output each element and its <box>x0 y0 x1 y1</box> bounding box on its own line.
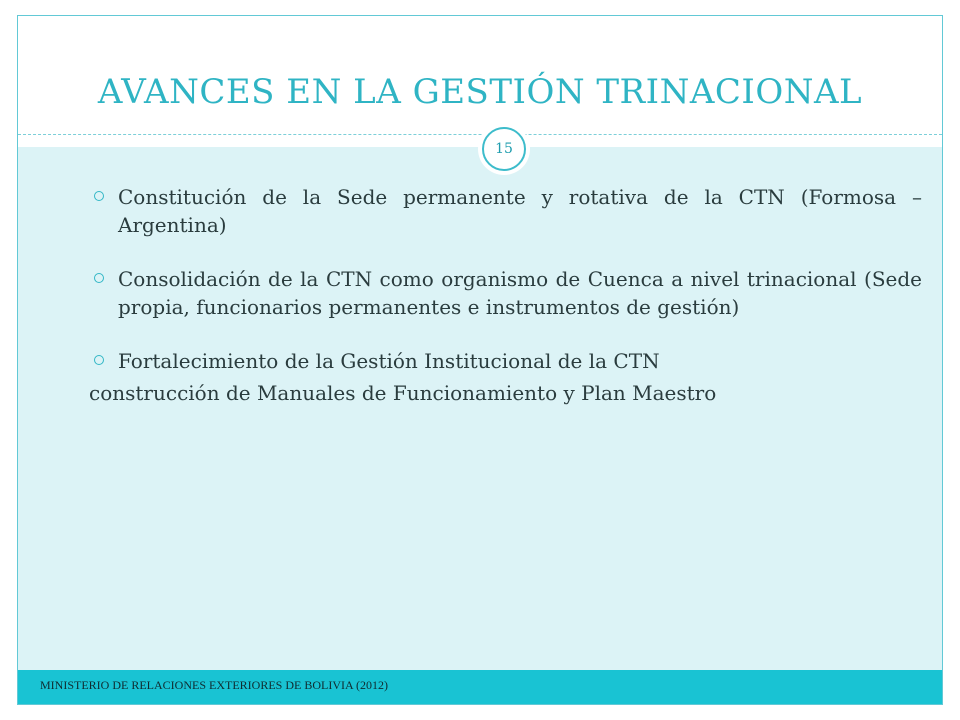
circle-bullet-icon <box>94 273 104 283</box>
continuation-line: construcción de Manuales de Funcionamiento y Plan Maestro <box>89 381 717 405</box>
list-item <box>90 183 922 239</box>
page-number: 15 <box>495 141 513 157</box>
list-item <box>90 347 922 375</box>
bullet-text: Consolidación de la CTN como organismo de Cuenca a nivel trinacional (Sede propia, funcionarios permanentes e instrumentos de gestión) <box>118 267 922 319</box>
list-item <box>90 265 922 321</box>
circle-bullet-icon <box>94 355 104 365</box>
circle-bullet-icon <box>94 191 104 201</box>
footer-bar <box>18 670 942 705</box>
bullet-text: Constitución de la Sede permanente y rotativa de la CTN (Formosa – Argentina) <box>118 185 922 237</box>
title-area <box>18 16 942 134</box>
page-number-badge <box>482 127 526 171</box>
title-divider <box>18 134 942 135</box>
slide-title: AVANCES EN LA GESTIÓN TRINACIONAL <box>97 72 863 112</box>
slide-frame <box>17 15 943 705</box>
bullet-list <box>90 183 922 407</box>
footer-text: MINISTERIO DE RELACIONES EXTERIORES DE BOLIVIA (2012) <box>40 678 388 692</box>
bullet-text: Fortalecimiento de la Gestión Institucional de la CTN <box>118 349 660 373</box>
